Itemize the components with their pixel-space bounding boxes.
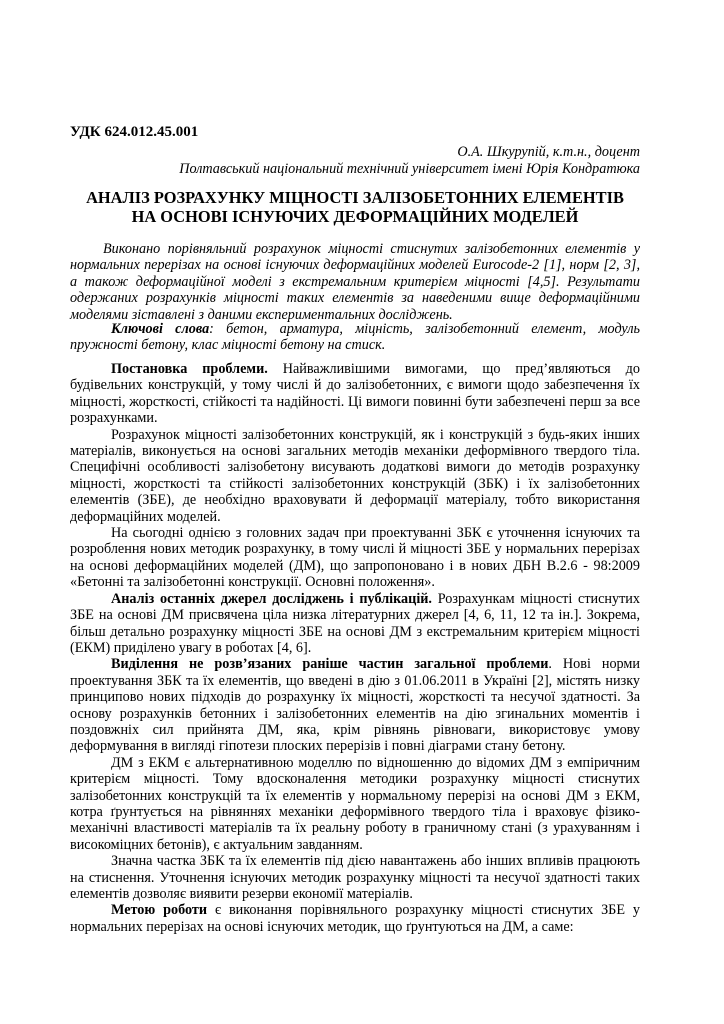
paragraph-heading: Постановка проблеми. bbox=[111, 361, 268, 377]
udk-code: УДК 624.012.45.001 bbox=[70, 124, 199, 140]
paragraph-text: Розрахунок міцності залізобетонних конструкцій, як і конструкцій з будь-яких інших матеріалів, виконується на основі загальних методів механіки деформівного твердого тіла. Специфічні особливості залізобетону висувають додаткові вимоги до методів розрахунку міцності, жорсткості та стійкості залізобетонних конструкцій (ЗБК) і їх залізобетонних елементів (ЗБЕ), де необхідно враховувати й деформації матеріалу, тобто використання деформаційних моделей. bbox=[70, 426, 640, 525]
title-line-2: НА ОСНОВІ ІСНУЮЧИХ ДЕФОРМАЦІЙНИХ МОДЕЛЕЙ bbox=[131, 207, 579, 226]
paragraph-text: Розрахункам міцності стиснутих ЗБЕ на основі ДМ присвячена ціла низка літературних джерел [4, 6, 11, 12 та ін.]. Зокрема, більш детально розрахунку міцності ЗБЕ на основі ДМ з екстремальним критерієм міцності (ЕКМ) приділено увагу в роботах [4, 6]. bbox=[70, 590, 640, 656]
paragraph-heading: Метою роботи bbox=[111, 902, 208, 919]
keywords bbox=[70, 321, 640, 354]
abstract: Виконано порівняльний розрахунок міцності стиснутих залізобетонних елементів у нормальних перерізах на основі існуючих деформаційних моделей Eurocode-2 [1], норм [2, 3], а також деформаційної моделі з екстремальним критерієм міцності [4,5]. Результати одержаних розрахунків міцності таких елементів за наведеними вище деформаційними моделями зіставлені з даними експериментальних досліджень. bbox=[70, 241, 640, 323]
affiliation-line: Полтавський національний технічний університет імені Юрія Кондратюка bbox=[179, 161, 640, 177]
keywords-text: : бетон, арматура, міцність, залізобетонний елемент, модуль пружності бетону, клас міцності бетону на стиск. bbox=[70, 321, 640, 354]
paragraph-heading: Виділення не розв’язаних раніше частин загальної проблеми bbox=[111, 656, 549, 673]
paragraph-text: ДМ з ЕКМ є альтернативною моделлю по відношенню до відомих ДМ з емпіричним критерієм міцності. Тому вдосконалення методики розрахунку міцності стиснутих залізобетонних конструкцій та їх елементів у нормальному перерізі на основі ДМ з ЕКМ, котра ґрунтується на рівняннях механіки деформівного твердого тіла і враховує фізико-механічні властивості матеріалів та їх реальну роботу в граничному стані (з урахуванням і високоміцних бетонів), є актуальним завданням. bbox=[70, 754, 640, 853]
paragraph bbox=[70, 656, 640, 754]
author-line: О.А. Шкурупій, к.т.н., доцент bbox=[457, 144, 640, 160]
paragraph bbox=[70, 361, 640, 427]
paragraph-text: Значна частка ЗБК та їх елементів під дією навантажень або інших впливів працюють на стиснення. Уточнення існуючих методик розрахунку міцності та несучої здатності таких елементів дозволяє виявити резерви економії матеріалів. bbox=[70, 853, 640, 902]
paragraph bbox=[70, 427, 640, 525]
paragraph-text: . Нові норми проектування ЗБК та їх елементів, що введені в дію з 01.06.2011 в Україні [2], містять низку принципово нових підходів до розрахунку їх міцності, жорсткості та несучої здатності. За основу розрахунків бетонних і залізобетонних елементів на дію згинальних моментів і поздовжніх сил прийнята ДМ, яка, крім рівнянь рівноваги, використовує умову деформування в вигляді гіпотези плоских перерізів і повні діаграми стану бетону. bbox=[70, 656, 640, 755]
body-text bbox=[70, 361, 640, 935]
paragraph-heading: Аналіз останніх джерел досліджень і публікацій. bbox=[111, 590, 432, 607]
paragraph bbox=[70, 525, 640, 591]
paragraph bbox=[70, 902, 640, 935]
paragraph bbox=[70, 755, 640, 853]
paragraph bbox=[70, 591, 640, 657]
paragraph-text: На сьогодні однією з головних задач при проектуванні ЗБК є уточнення існуючих та розроблення нових методик розрахунку, в тому числі й міцності ЗБЕ у нормальних перерізах на основі деформаційних моделей (ДМ), що запропоновано і в нових ДБН В.2.6 - 98:2009 «Бетонні та залізобетонні конструкції. Основні положення». bbox=[70, 525, 640, 591]
keywords-label: Ключові слова bbox=[111, 321, 210, 337]
paragraph-text: Найважливішими вимогами, що пред’являються до будівельних конструкцій, у тому числі й до залізобетонних, є вимоги щодо забезпечення їх міцності, жорсткості, стійкості та надійності. Ці вимоги повинні бути забезпечені перш за все розрахунками. bbox=[70, 361, 640, 427]
paragraph-text: є виконання порівняльного розрахунку міцності стиснутих ЗБЕ у нормальних перерізах на основі існуючих методик, що ґрунтуються на ДМ, а саме: bbox=[70, 902, 640, 935]
paper-title bbox=[70, 188, 640, 226]
title-line-1: АНАЛІЗ РОЗРАХУНКУ МІЦНОСТІ ЗАЛІЗОБЕТОННИХ ЕЛЕМЕНТІВ bbox=[86, 188, 624, 207]
paragraph bbox=[70, 853, 640, 902]
